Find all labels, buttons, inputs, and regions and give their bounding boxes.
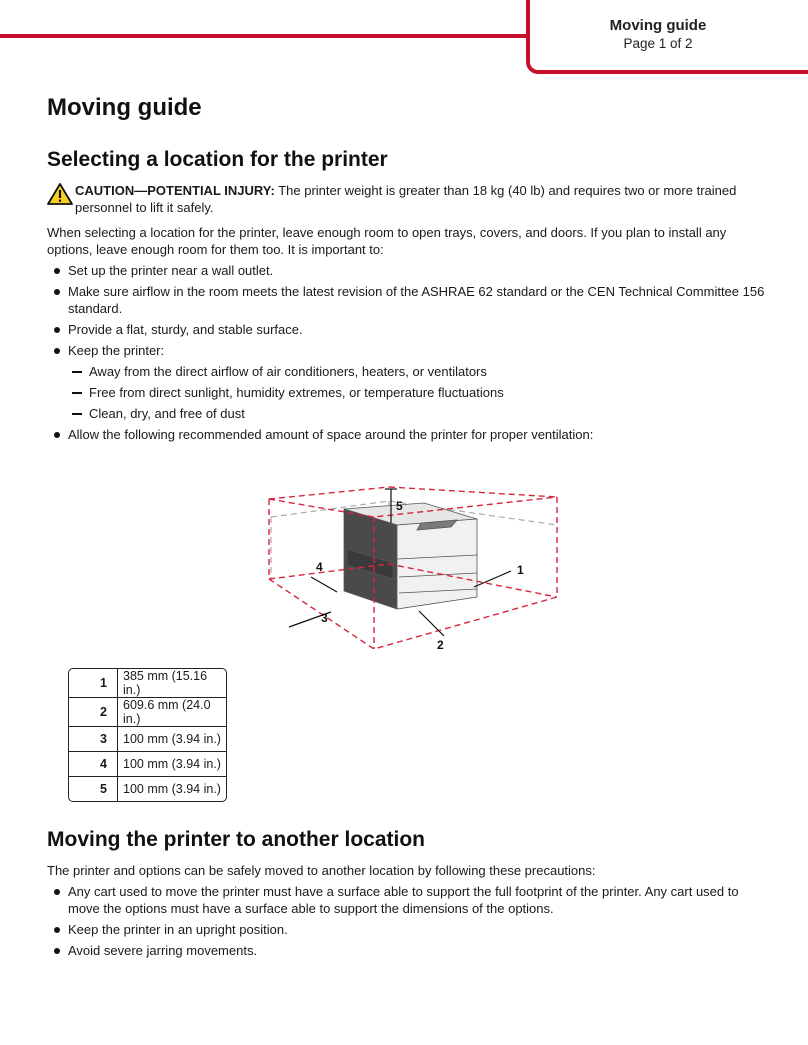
row-value: 609.6 mm (24.0 in.) — [118, 698, 226, 727]
row-value: 100 mm (3.94 in.) — [123, 782, 221, 796]
row-number: 4 — [69, 752, 118, 777]
location-bullets — [47, 262, 767, 443]
section-heading-moving: Moving the printer to another location — [47, 828, 425, 851]
diagram-label-2: 2 — [437, 638, 444, 649]
row-value: 100 mm (3.94 in.) — [118, 752, 226, 777]
printer-illustration — [344, 503, 477, 609]
list-item: Avoid severe jarring movements. — [47, 942, 767, 959]
location-intro: When selecting a location for the printer, leave enough room to open trays, covers, and doors. If you plan to install any options, leave enough room for them too. It is important to: — [47, 225, 727, 257]
diagram-label-5: 5 — [396, 499, 403, 513]
table-row — [69, 669, 226, 698]
row-number: 5 — [69, 777, 118, 801]
sub-list-item: Clean, dry, and free of dust — [68, 405, 767, 422]
keep-sublist — [68, 363, 767, 422]
row-number: 2 — [69, 698, 118, 727]
caution-notice — [47, 182, 767, 216]
sub-list-item: Free from direct sunlight, humidity extremes, or temperature fluctuations — [68, 384, 767, 401]
page-number: Page 1 of 2 — [623, 36, 693, 51]
table-row — [69, 727, 226, 752]
row-value: 100 mm (3.94 in.) — [118, 727, 226, 752]
warning-triangle-icon — [47, 182, 73, 206]
header-rule — [0, 34, 528, 38]
caution-label: CAUTION—POTENTIAL INJURY: — [75, 183, 275, 198]
diagram-label-4: 4 — [316, 560, 323, 574]
list-item: Allow the following recommended amount of space around the printer for proper ventilation: — [47, 426, 767, 443]
list-item: Provide a flat, sturdy, and stable surface. — [47, 321, 767, 338]
row-number: 3 — [69, 727, 118, 752]
row-number: 1 — [69, 669, 118, 698]
header-title: Moving guide — [609, 17, 707, 34]
table-row — [69, 752, 226, 777]
diagram-label-3: 3 — [321, 611, 328, 625]
list-item: Any cart used to move the printer must have a surface able to support the full footprint of the printer. Any cart used to move the options must have a surface able to support the dimensions of the options. — [47, 883, 767, 917]
row-value: 385 mm (15.16 in.) — [118, 669, 226, 698]
list-item: Set up the printer near a wall outlet. — [47, 262, 767, 279]
section-heading-location: Selecting a location for the printer — [47, 148, 388, 171]
diagram-label-1: 1 — [517, 563, 524, 577]
table-row — [69, 698, 226, 727]
moving-bullets — [47, 883, 767, 959]
clearance-table — [68, 668, 227, 802]
list-item: Make sure airflow in the room meets the latest revision of the ASHRAE 62 standard or the CEN Technical Committee 156 standard. — [47, 283, 767, 317]
moving-section — [47, 828, 767, 959]
document-body — [47, 94, 767, 963]
caution-text — [75, 182, 767, 216]
list-item: Keep the printer in an upright position. — [47, 921, 767, 938]
table-row — [69, 777, 226, 801]
caution-body: The printer weight is greater than 18 kg (40 lb) and requires two or more trained personnel to lift it safely. — [75, 183, 737, 215]
ventilation-clearance-diagram — [219, 459, 559, 649]
list-item-keep — [47, 342, 767, 422]
sub-list-item: Away from the direct airflow of air conditioners, heaters, or ventilators — [68, 363, 767, 380]
document-title: Moving guide — [47, 94, 202, 121]
moving-intro: The printer and options can be safely moved to another location by following these precautions: — [47, 863, 596, 878]
keep-label: Keep the printer: — [68, 343, 165, 358]
